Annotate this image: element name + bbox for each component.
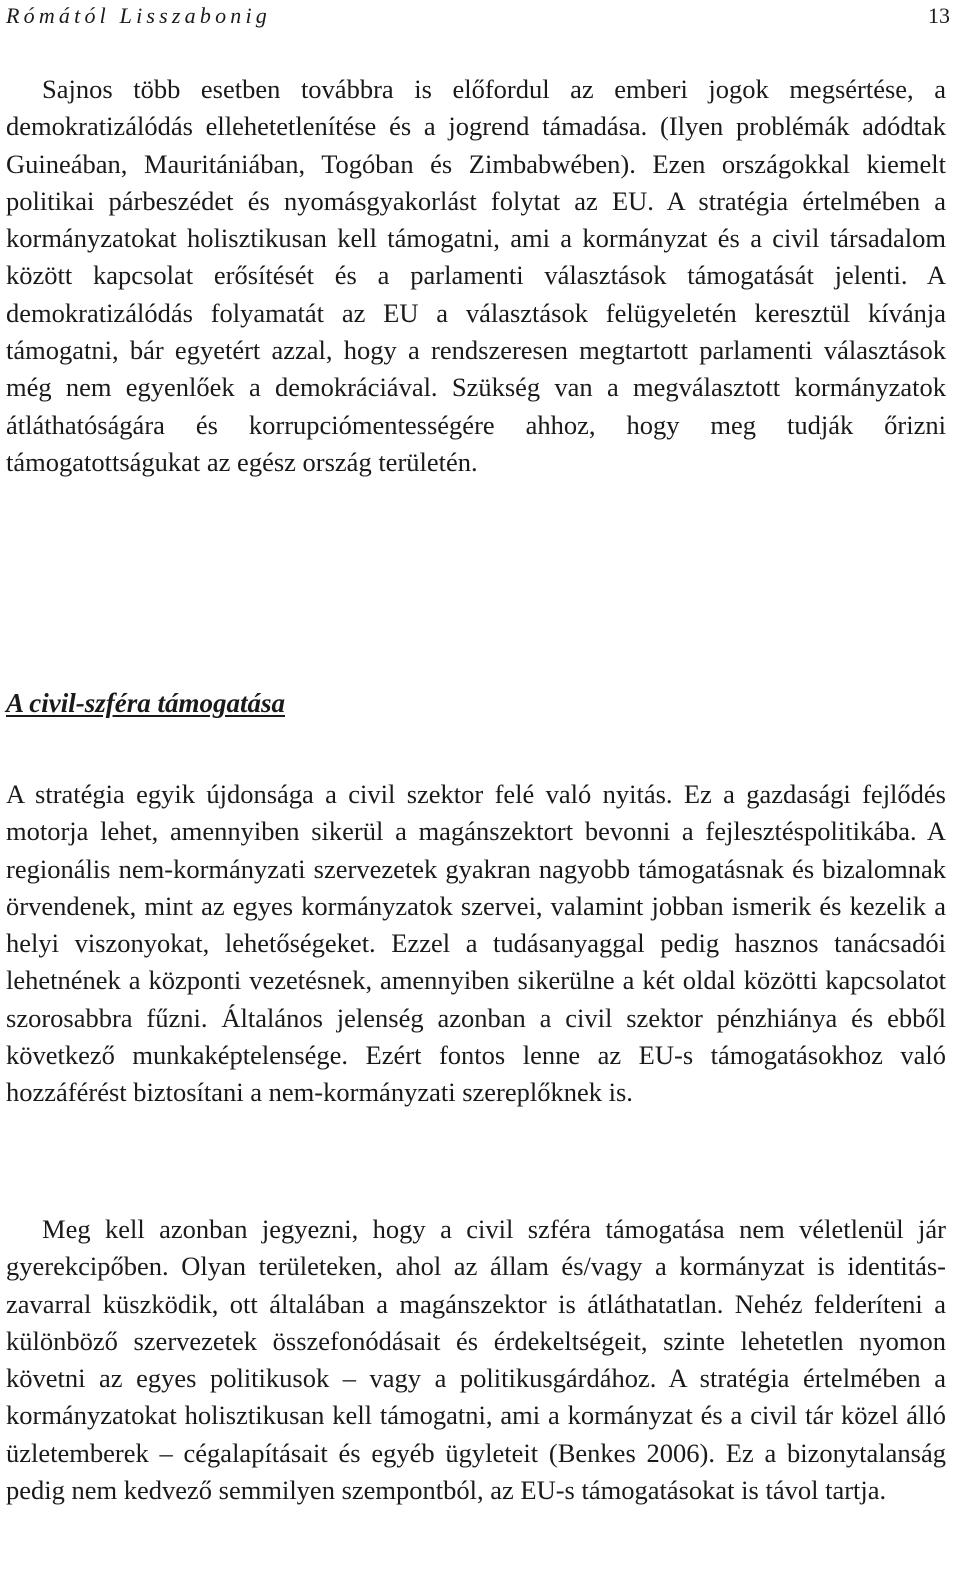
paragraph-civil-sphere-note: Meg kell azonban jegyezni, hogy a civil szféra támogatása nem véletlenül jár gyerekcipőben. Olyan területeken, ahol az állam és/vagy a kormányzat is identitás-zavarral küszködik, ott általában a magánszektor is átláthatatlan. Nehéz felderíteni a különböző szervezetek összefonódásait és érdekeltségeit, szinte lehetetlen nyomon követni az egyes politikusok – vagy a politikusgárdához. A stratégia értelmében a kormányzatokat holisztikusan kell támogatni, ami a kormányzat és a civil tár közel álló üzletemberek – cégalapításait és egyéb ügyleteit (Benkes 2006). Ez a bizonytalanság pedig nem kedvező semmilyen szempontból, az EU-s támogatásokat is távol tartja. (6, 1214, 946, 1506)
paragraph-civil-sector: A stratégia egyik újdonsága a civil szektor felé való nyitás. Ez a gazdasági fejlődés motorja lehet, amennyiben sikerül a magánszektort bevonni a fejlesztéspolitikába. A regionális nem-kormányzati szervezetek gyakran nagyobb támogatásnak és bizalomnak örvendenek, mint az egyes kormányzatok szervei, valamint jobban ismerik és kezelik a helyi viszonyokat, lehetőségeket. Ezzel a tudásanyaggal pedig hasznos tanácsadói lehetnének a központi vezetésnek, amennyiben sikerülne a két oldal közötti kapcsolatot szorosabbra fűzni. Általános jelenség azonban a civil szektor pénzhiánya és ebből következő munkaképtelensége. Ezért fontos lenne az EU-s támogatásokhoz való hozzáférést biztosítani a nem-kormányzati szereplőknek is. (6, 779, 946, 1108)
page-number: 13 (928, 3, 950, 28)
section-heading: A civil-szféra támogatása (6, 688, 285, 718)
running-title: Rómától Lisszabonig (6, 3, 271, 28)
running-header (6, 2, 950, 30)
paragraph-human-rights: Sajnos több esetben továbbra is előfordul az emberi jogok megsértése, a demokratizálódás ellehetetlenítése és a jogrend támadása. (Ilyen problémák adódtak Guineában, Mauritániában, Togóban és Zimbabwében). Ezen országokkal kiemelt politikai párbeszédet és nyomásgyakorlást folytat az EU. A stratégia értelmében a kormányzatokat holisztikusan kell támogatni, ami a kormányzat és a civil társadalom között kapcsolat erősítését és a parlamenti választások támogatását jelenti. A demokratizálódás folyamatát az EU a választások felügyeletén keresztül kívánja támogatni, bár egyetért azzal, hogy a rendszeresen megtartott parlamenti választások még nem egyenlőek a demokráciával. Szükség van a megválasztott kormányzatok átláthatóságára és korrupciómentességére ahhoz, hogy meg tudják őrizni támogatottságukat az egész ország területén. (6, 74, 946, 477)
